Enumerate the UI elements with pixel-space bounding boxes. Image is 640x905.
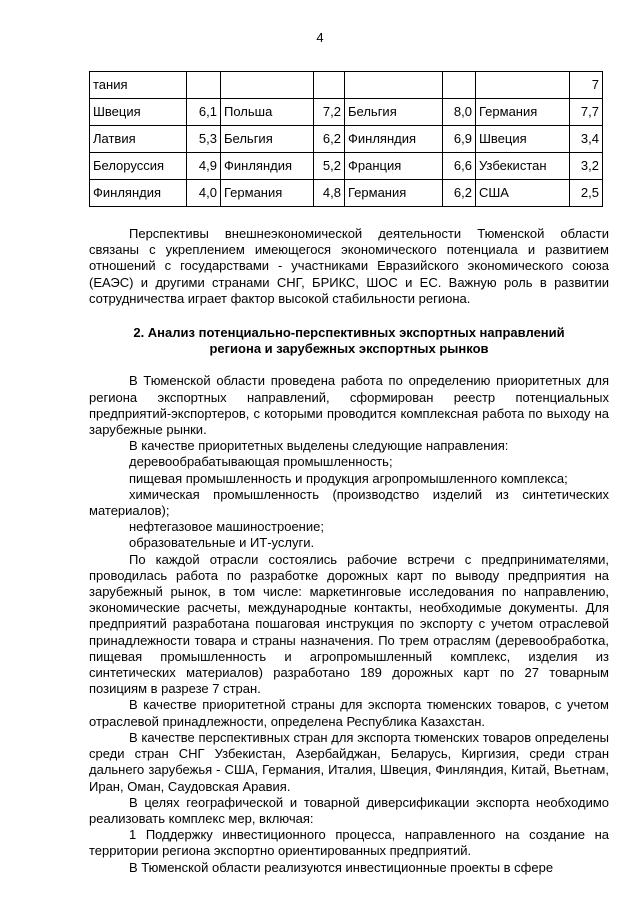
value-cell: 4,8: [314, 180, 345, 207]
value-cell: 7,7: [570, 99, 603, 126]
country-cell: Узбекистан: [476, 153, 570, 180]
value-cell: 5,2: [314, 153, 345, 180]
table-row: [90, 99, 603, 126]
country-cell: Германия: [221, 180, 314, 207]
country-cell: Швеция: [476, 126, 570, 153]
country-cell: [345, 72, 443, 99]
value-cell: 2,5: [570, 180, 603, 207]
direction-item: деревообрабатывающая промышленность;: [129, 454, 393, 470]
country-cell: Швеция: [90, 99, 187, 126]
country-cell: Германия: [345, 180, 443, 207]
value-cell: [187, 72, 221, 99]
value-cell: 6,2: [443, 180, 476, 207]
direction-item: химическая промышленность (производство изделий из синтетических материалов);: [89, 486, 609, 519]
country-cell: тания: [90, 72, 187, 99]
country-share-table: [89, 71, 603, 207]
paragraph-8: В Тюменской области реализуются инвестиционные проекты в сфере: [129, 859, 554, 875]
paragraph-1: В Тюменской области проведена работа по определению приоритетных для региона экспортных направлений, сформирован реестр потенциальных предприятий-экспортеров, с которыми проводится комплексная работа по выходу на зарубежные рынки.: [89, 373, 609, 438]
country-cell: [221, 72, 314, 99]
paragraph-2: В качестве приоритетных выделены следующие направления:: [129, 438, 509, 454]
country-cell: Финляндия: [90, 180, 187, 207]
country-cell: Германия: [476, 99, 570, 126]
paragraph-3: По каждой отрасли состоялись рабочие встречи с предпринимателями, проводилась работа по разработке дорожных карт по выводу предприятия на зарубежный рынок, в том числе: маркетинговые исследования по направлению, экономические расчеты, международные контакты, необходимые документы. Для предприятий разработана пошаговая инструкция по экспорту с учетом отраслевой принадлежности товара и страны назначения. По трем отраслям (деревообработка, пищевая промышленность и агропромышленный комплекс, изделия из синтетических материалов) разработано 189 дорожных карт по 27 товарным позициям в разрезе 7 стран.: [89, 551, 609, 697]
table-row: [90, 153, 603, 180]
value-cell: 4,9: [187, 153, 221, 180]
country-cell: Белоруссия: [90, 153, 187, 180]
country-cell: Бельгия: [345, 99, 443, 126]
value-cell: 6,2: [314, 126, 345, 153]
value-cell: [443, 72, 476, 99]
value-cell: 6,9: [443, 126, 476, 153]
country-cell: США: [476, 180, 570, 207]
value-cell: 8,0: [443, 99, 476, 126]
intro-paragraph: Перспективы внешнеэкономической деятельности Тюменской области связаны с укреплением имеющегося экономического потенциала и развитием отношений с государствами - участниками Евразийского экономического союза (ЕАЭС) и другими странами СНГ, БРИКС, ШОС и ЕС. Важную роль в развитии сотрудничества играет фактор высокой стабильности региона.: [89, 226, 609, 306]
value-cell: 3,4: [570, 126, 603, 153]
country-cell: Финляндия: [345, 126, 443, 153]
direction-item: образовательные и ИТ-услуги.: [129, 535, 315, 551]
paragraph-4: В качестве приоритетной страны для экспорта тюменских товаров, с учетом отраслевой принадлежности, определена Республика Казахстан.: [89, 697, 609, 729]
table-row: [90, 126, 603, 153]
value-cell: 6,6: [443, 153, 476, 180]
section-heading-line1: 2. Анализ потенциально-перспективных экспортных направлений: [133, 325, 565, 341]
body-text: [89, 226, 609, 876]
country-cell: Бельгия: [221, 126, 314, 153]
country-cell: Латвия: [90, 126, 187, 153]
direction-item: пищевая промышленность и продукция агропромышленного комплекса;: [129, 470, 568, 486]
country-cell: Франция: [345, 153, 443, 180]
direction-item: нефтегазовое машиностроение;: [129, 519, 324, 535]
section-heading-line2: региона и зарубежных экспортных рынков: [209, 341, 489, 357]
value-cell: 5,3: [187, 126, 221, 153]
table-row: [90, 72, 603, 99]
paragraph-7: 1 Поддержку инвестиционного процесса, направленного на создание на территории региона экспортно ориентированных предприятий.: [89, 827, 609, 859]
value-cell: 6,1: [187, 99, 221, 126]
value-cell: [314, 72, 345, 99]
country-cell: Финляндия: [221, 153, 314, 180]
value-cell: 3,2: [570, 153, 603, 180]
country-cell: Польша: [221, 99, 314, 126]
country-cell: [476, 72, 570, 99]
paragraph-6: В целях географической и товарной диверсификации экспорта необходимо реализовать комплекс мер, включая:: [89, 794, 609, 826]
value-cell: 7: [570, 72, 603, 99]
paragraph-5: В качестве перспективных стран для экспорта тюменских товаров определены среди стран СНГ Узбекистан, Азербайджан, Беларусь, Киргизия, среди стран дальнего зарубежья - США, Германия, Италия, Швеция, Финляндия, Китай, Вьетнам, Иран, Оман, Саудовская Аравия.: [89, 729, 609, 794]
value-cell: 7,2: [314, 99, 345, 126]
value-cell: 4,0: [187, 180, 221, 207]
table-row: [90, 180, 603, 207]
page-number: 4: [316, 30, 324, 45]
